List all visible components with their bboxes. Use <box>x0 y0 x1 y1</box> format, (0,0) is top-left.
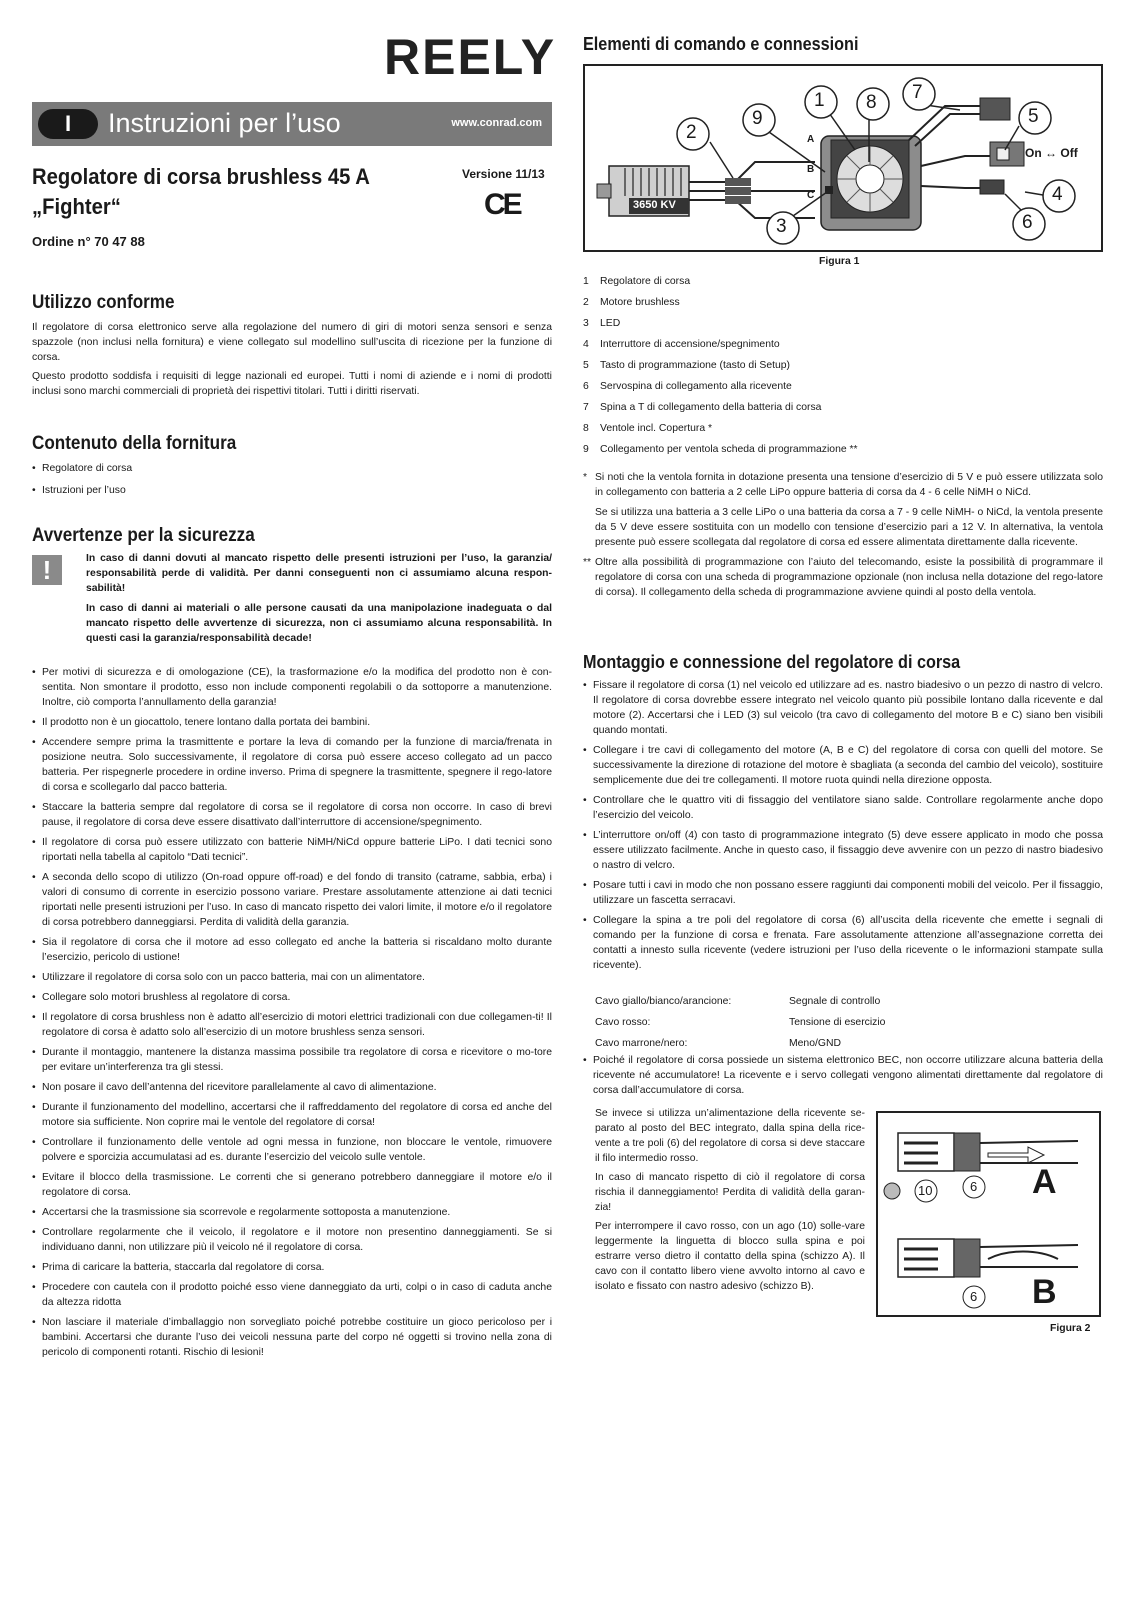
wire-label-a: A <box>807 134 815 145</box>
figure-1 <box>583 64 1103 252</box>
figure-1-caption: Figura 1 <box>819 256 860 267</box>
note-1b: Se si utilizza una batteria a 3 celle LiPo o una batteria da corsa a 7 - 9 celle NiMH- o NiCd, la ventola presente da 5 V deve essere sostituita con un modello con tensione d’esercizio pari a 12 V. In alternativa, la ventola presente può essere scollegata dal regolatore di corsa ed essere alimentata direttamente dalla ricevente. <box>595 507 1103 548</box>
bec-sub-1: Se invece si utilizza un’alimentazione della ricevente se-parato al posto del BEC integrato, dalla spina della rice-vente a tre poli (6) del regolatore di corsa si deve staccare il filo intermedio rosso. <box>595 1108 865 1164</box>
list-item: • Non lasciare il materiale d’imballaggio non sorvegliato poiché potrebbe costituire un gioco pericoloso per i bambini. Accertarsi che durante l’uso dei veicoli nessuna parte del corpo né oggetti si trovino nella zona di pericolo di componenti rotanti. Rischio di lesioni! <box>32 1315 552 1360</box>
banner-title: Instruzioni per l’uso <box>108 108 341 138</box>
list-item: • Regolatore di corsa <box>32 461 552 476</box>
table-row: Cavo marrone/nero: Meno/GND <box>595 1038 841 1049</box>
motor-kv-label: 3650 KV <box>633 199 676 211</box>
list-item: • Durante il funzionamento del modellino, accertarsi che il raffreddamento del regolatore di corsa ed anche del motore sia sufficiente. Non coprire mai le ventole del regolatore di corsa! <box>32 1100 552 1130</box>
list-item: • Controllare regolarmente che il veicolo, il regolatore e il motore non presentino danneggiamenti. Se si individuano danni, non utilizzare più il veicolo né il regolatore di corsa. <box>32 1225 552 1255</box>
list-item: 6 Servospina di collegamento alla ricevente <box>583 381 792 392</box>
bec-sub-2: In caso di mancato rispetto di ciò il regolatore di corsa rischia il danneggiamento! Perdita di validità della garan-zia! <box>595 1172 865 1213</box>
note-2: ** Oltre alla possibilità di programmazione con l’aiuto del telecomando, esiste la possibilità di programmare il regolatore di corsa con una scheda di programmazione opzionale (non inclusa nella dotazione del rego-latore di corsa). Il collegamento della scheda di programmazione avviene quindi al posto della ventola. <box>583 557 1103 598</box>
list-item: • Istruzioni per l’uso <box>32 483 552 498</box>
cable-table <box>595 991 885 1054</box>
sketch-b-plug <box>954 1239 980 1277</box>
heading-contenuto: Contenuto della fornitura <box>32 433 237 454</box>
list-item: • Utilizzare il regolatore di corsa solo con un pacco batteria, mai con un alimentatore. <box>32 970 552 985</box>
list-item: • Non posare il cavo dell’antenna del ricevitore parallelamente al cavo di alimentazione. <box>32 1080 552 1095</box>
utilizzo-p1: Il regolatore di corsa elettronico serve alla regolazione del numero di giri di motori senza sensori e senza spazzole (non inclusi nella fornitura) e viene collegato sul modellino sull’uscita di ricezione per la funzione di corsa. <box>32 322 552 363</box>
switch-arrow-icon: ↔ <box>1045 146 1058 160</box>
heading-elementi: Elementi di comando e connessioni <box>583 34 859 54</box>
list-item: 1 Regolatore di corsa <box>583 276 691 287</box>
sketch-b-wrapped-wire <box>988 1252 1058 1260</box>
list-item: 7 Spina a T di collegamento della batteria di corsa <box>583 402 822 413</box>
switch-wire <box>921 156 990 166</box>
connector-c <box>725 196 751 204</box>
title-banner <box>32 102 552 146</box>
note-1: * Si noti che la ventola fornita in dotazione presenta una tensione d’esercizio di 5 V e può essere utilizzata solo in collegamento con batteria a 2 celle LiPo oppure batteria di corsa da 4 - 6 celle NiMH o NiCd. <box>583 472 1103 498</box>
callout-8: 8 <box>866 92 877 113</box>
servo-wire <box>921 186 980 188</box>
callout-9: 9 <box>752 108 763 129</box>
section-utilizzo <box>32 292 552 399</box>
list-item: • Collegare la spina a tre poli del regolatore di corsa (6) all’uscita della ricevente che emette i segnali di comando per la funzione di corsa e frenata. Fare assolutamente attenzione all’assegnazione corretta dei contatti a innesto sulla ricevente (vedere istruzioni per l’uso della ricevente o le informazioni stampate sulla ricevente). <box>583 913 1103 973</box>
heading-utilizzo: Utilizzo conforme <box>32 292 175 313</box>
list-item: • Controllare che le quattro viti di fissaggio del ventilatore siano salde. Controllare regolarmente anche dopo l’esercizio del veicolo. <box>583 793 1103 823</box>
callout-6-b: 6 <box>970 1289 978 1304</box>
bec-subtext <box>595 1106 865 1294</box>
motor-shaft <box>597 184 611 198</box>
list-item: • Il regolatore di corsa può essere utilizzato con batterie NiMH/NiCd oppure batterie LiPo. I dati tecnici sono riportati nella tabella al capitolo “Dati tecnici”. <box>32 835 552 865</box>
heading-montaggio: Montaggio e connessione del regolatore di corsa <box>583 652 961 672</box>
version-label: Versione 11/13 <box>462 167 545 181</box>
table-row: Cavo rosso: Tensione di esercizio <box>595 1017 886 1028</box>
list-item: • Accertarsi che la trasmissione sia scorrevole e regolarmente sottoposta a manutenzione. <box>32 1205 552 1220</box>
heading-sicurezza: Avvertenze per la sicurezza <box>32 525 255 546</box>
montaggio-list <box>583 678 1103 978</box>
list-item: 3 LED <box>583 318 621 329</box>
utilizzo-p2: Questo prodotto soddisfa i requisiti di legge nazionali ed europei. Tutti i nomi di aziende e i nomi di prodotti inclusi sono marchi commerciali di proprietà dei rispettivi titolari. Tutti i diritti riservati. <box>32 371 552 397</box>
section-sicurezza <box>32 525 552 1358</box>
callout-6: 6 <box>1022 212 1033 233</box>
brand-logo: REELY <box>384 29 557 85</box>
callout-1: 1 <box>814 90 825 111</box>
warning-text-1: In caso di danni dovuti al mancato rispetto delle presenti istruzioni per l’uso, la garanzia/ responsabilità perde di validità. Per danni conseguenti non ci assumiamo alcuna respon-sabilità! <box>86 553 552 594</box>
order-number: Ordine n° 70 47 88 <box>32 234 145 249</box>
list-item: 2 Motore brushless <box>583 297 680 308</box>
list-item: • Staccare la batteria sempre dal regolatore di corsa se il regolatore di corsa non occorre. In caso di brevi pause, il regolatore di corsa deve essere disattivato dall’interruttore di accensione/spegnimento. <box>32 800 552 830</box>
connector-b <box>725 187 751 195</box>
warning-icon: ! <box>32 555 62 585</box>
product-title <box>32 162 370 222</box>
list-item: 9 Collegamento per ventola scheda di programmazione ** <box>583 444 858 455</box>
product-title-line1: Regolatore di corsa brushless 45 A <box>32 164 370 189</box>
list-item: • Poiché il regolatore di corsa possiede un sistema elettronico BEC, non occorre utilizzare alcuna batteria della ricevente né accumulatore! La ricevente e i servo collegati vengono alimentati direttamente dal regolatore di corsa dall’accumulatore di corsa. <box>583 1053 1103 1098</box>
language-badge: I <box>38 109 98 139</box>
switch-off-label: Off <box>1060 146 1078 160</box>
sketch-a-plug <box>954 1133 980 1171</box>
callout-3: 3 <box>776 216 787 237</box>
list-item: • Sia il regolatore di corsa che il motore ad esso collegato ed anche la batteria si riscaldano molto durante l’esercizio, pericolo di ustione! <box>32 935 552 965</box>
list-item: • L’interruttore on/off (4) con tasto di programmazione integrato (5) deve essere applicato in modo che possa essere utilizzato facilmente. Anche in questo caso, il fissaggio deve avvenire con un pezzo di nastro biadesivo o nastro di velcro. <box>583 828 1103 873</box>
product-title-line2: „Fighter“ <box>32 194 121 219</box>
callout-10: 10 <box>918 1183 933 1198</box>
wire-label-c: C <box>807 190 815 201</box>
callout-7: 7 <box>912 82 923 103</box>
contenuto-list <box>32 461 552 498</box>
table-row: Cavo giallo/bianco/arancione: Segnale di controllo <box>595 996 881 1007</box>
list-item: • Accendere sempre prima la trasmittente e portare la leva di comando per la funzione di marcia/frenata in posizione neutra. Solo successivamente, il regolatore di corsa può essere acceso collegato ad un pacco batteria. Per rispegnerle procedere in ordine inverso. Prima di spegnere la trasmittente, spegnere il rego-latore di corsa e scollegarlo dal pacco batteria. <box>32 735 552 795</box>
connector-a <box>725 178 751 186</box>
list-item: • Collegare i tre cavi di collegamento del motore (A, B e C) del regolatore di corsa con quelli del motore. Se successivamente la direzione di rotazione del motore è sbagliata (a seconda del cambio del veicolo), sostituire semplicemente due dei tre collegamenti. Il motore ruota quindi nella direzione opposta. <box>583 743 1103 788</box>
switch-label <box>1025 146 1078 160</box>
sketch-a-label: A <box>1032 1163 1057 1201</box>
list-item: • Collegare solo motori brushless al regolatore di corsa. <box>32 990 552 1005</box>
list-item: • Controllare il funzionamento delle ventole ad ogni messa in funzione, non bloccare le ventole, rimuovere polvere e sporcizia accumulatasi ad es. durante l’esercizio del veicolo sulle ventole. <box>32 1135 552 1165</box>
components-list <box>583 271 858 460</box>
list-item: • Posare tutti i cavi in modo che non possano essere raggiunti dai componenti mobili del veicolo. Per il fissaggio, utilizzare un fascetta serracavi. <box>583 878 1103 908</box>
list-item: • Il regolatore di corsa brushless non è adatto all’esercizio di motori elettrici tradizionali con due collegamen-ti! Il regolatore di corsa è adatto solo all’esercizio di un motore brushless senza sensori. <box>32 1010 552 1040</box>
list-item: • Il prodotto non è un giocattolo, tenere lontano dalla portata dei bambini. <box>32 715 552 730</box>
list-item: • Prima di caricare la batteria, staccarla dal regolatore di corsa. <box>32 1260 552 1275</box>
list-item: • Per motivi di sicurezza e di omologazione (CE), la trasformazione e/o la modifica del prodotto non è con-sentita. Non smontare il prodotto, esso non include componenti regolabili o da sottoporre a manutenzione. Inoltre, ciò comporta l’annullamento della garanzia! <box>32 665 552 710</box>
motor-wires <box>689 162 815 218</box>
warning-text-2: In caso di danni ai materiali o alle persone causati da una manipolazione inadeguata o dal mancato rispetto delle avvertenze di sicurezza, non ci assumiamo alcuna responsabilità. In questi casi la garanzia/responsabilità decade! <box>86 603 552 644</box>
safety-list <box>32 665 552 1365</box>
figure-2 <box>876 1111 1101 1317</box>
warning-block <box>86 551 552 651</box>
wire-label-b: B <box>807 164 815 175</box>
list-item: 8 Ventole incl. Copertura * <box>583 423 713 434</box>
section-contenuto <box>32 433 552 503</box>
t-plug <box>980 98 1010 120</box>
switch-on-label: On <box>1025 146 1042 160</box>
callout-5: 5 <box>1028 106 1039 127</box>
list-item: • Evitare il blocco della trasmissione. Le correnti che si generano potrebbero danneggiare il motore e/o il regolatore di corsa. <box>32 1170 552 1200</box>
figure-2-diagram <box>878 1113 1099 1315</box>
list-item: 5 Tasto di programmazione (tasto di Setup) <box>583 360 791 371</box>
sketch-a-arrow <box>988 1147 1044 1163</box>
fan-hub <box>856 165 884 193</box>
callout-2: 2 <box>686 122 697 143</box>
list-item: • Fissare il regolatore di corsa (1) nel veicolo ed utilizzare ad es. nastro biadesivo o un pezzo di nastro di velcro. Il regolatore di corsa dovrebbe essere integrato nel veicolo quanto più possibile lontano dalla ricevente e dal motore (2). Accertarsi che i LED (3) sul veicolo (tra cavo di collegamento del motore B e C) siano ben visibili quando montati. <box>583 678 1103 738</box>
list-item: • Procedere con cautela con il prodotto poiché esso viene danneggiato da urti, colpi o in caso di caduta anche da altezza ridotta <box>32 1280 552 1310</box>
callout-4: 4 <box>1052 184 1063 205</box>
list-item: • Durante il montaggio, mantenere la distanza massima possibile tra regolatore di corsa e ricevitore o mo-tore per evitare un’interferenza tra gli stessi. <box>32 1045 552 1075</box>
ce-mark: CE <box>484 188 520 221</box>
sketch-a-needle <box>884 1183 900 1199</box>
figure-2-caption: Figura 2 <box>1050 1323 1091 1334</box>
switch-button <box>997 148 1009 160</box>
bec-sub-3: Per interrompere il cavo rosso, con un ago (10) solle-vare leggermente la linguetta di blocco sulla spina e poi estrarre verso dietro il contatto della spina (schizzo A). Il cavo con il contatto libero viene avvolto intorno al cavo e isolato e fissato con nastro adesivo (schizzo B). <box>595 1221 865 1292</box>
list-item: • A seconda dello scopo di utilizzo (On-road oppure off-road) e del fondo di transito (catrame, sabbia, erba) i valori di consumo di corrente in esercizio possono variare. Prestare assolutamente attenzione ai dati tecnici riportati nelle presenti istruzioni per l’uso. In caso di mancato rispetto dei valori limite, il motore e/o il regolatore di corsa potrebbero danneggiarsi. Perdita di validità della garanzia. <box>32 870 552 930</box>
servo-plug <box>980 180 1004 194</box>
banner-url[interactable]: www.conrad.com <box>451 117 542 129</box>
sketch-b-label: B <box>1032 1273 1057 1311</box>
list-item: 4 Interruttore di accensione/spegnimento <box>583 339 780 350</box>
bec-list <box>583 1053 1103 1103</box>
notes-block <box>583 470 1103 605</box>
callout-6-a: 6 <box>970 1179 978 1194</box>
